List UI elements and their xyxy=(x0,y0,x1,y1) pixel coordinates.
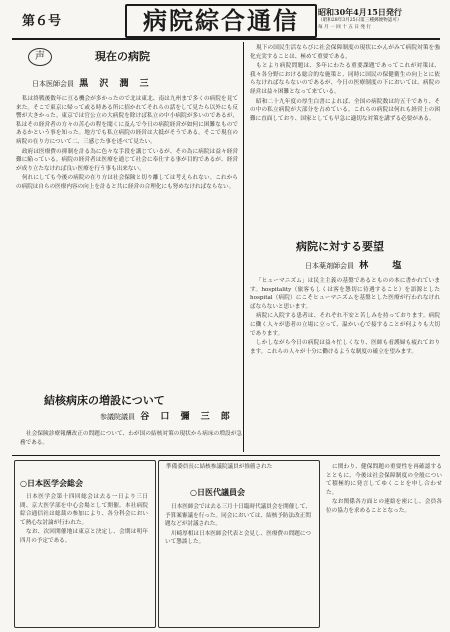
jma-delegates-heading: ○日医代議員会 xyxy=(190,487,245,497)
paragraph: なお関係各方面との連絡を密にし、会員各位の協力を求めることとなった。 xyxy=(326,499,442,514)
center-lead: 準備委員長に結核参議院議員が推薦された xyxy=(166,464,273,470)
paragraph: 社会保険診療報酬改正の問題について、わが国の結核対策の現状から病床の増設が急務である。 xyxy=(20,431,242,446)
paragraph: に関わり、健保問題の重要性を再確認するとともに、今後は社会保障制度の全般について積極的に発言してゆくことを申し合わせた。 xyxy=(326,464,442,496)
column-divider xyxy=(243,42,244,452)
paragraph: 「ヒューマニズム」は民主主義の基盤であるとものの本に書かれています。hospitality（旅客もしくは客を懇切に待遇すること）を語源とした hospital（病院）にこそヒューマニズムを基盤とした医療が行われなければならないと思います。 xyxy=(250,278,440,310)
article1-body xyxy=(16,95,238,385)
paragraph: なお、次回開催地は東京と決定し、会期は明年四月の予定である。 xyxy=(20,529,148,544)
issue-number: 第６号 xyxy=(22,14,62,29)
article1-title: 現在の病院 xyxy=(95,50,150,63)
paragraph: 政府は医療費の抑制を計る為に色々な手段を講じているが、その為に病院は益々経営難に陥っている。病院の経営者は医療を通じて社会に奉仕する事が目的であるが、経営が成り立たなければ良い医療を行う事も出来ない。 xyxy=(16,148,238,172)
bottom-right-body xyxy=(326,463,442,623)
article3-title: 結核病床の増設について xyxy=(44,394,165,407)
paragraph: 日本医学会第十四回総会は去る一日より三日間、京大医学部を中心会場として開催。本社病院綜合通信社は総裁の参加により、各分科会において熱心な討論が行われた。 xyxy=(20,494,148,526)
paragraph: 日本医師会では去る三月十日臨時代議員会を開催して、予算案審議を行った。同会においては、結核予防法改正問題などが討議された。 xyxy=(165,504,311,528)
column2-body xyxy=(250,44,440,232)
voice-label: 声 xyxy=(28,48,52,66)
paragraph: 病院に入院する患者は、それぞれ不安と苦しみを持っております。病院に働く人々が患者の立場に立って、温かい心で接することが何よりも大切であります。 xyxy=(250,313,440,337)
medical-congress-heading: ○日本医学会総会 xyxy=(20,478,83,488)
article1-author: 黒 沢 潤 三 xyxy=(79,79,153,89)
pubinfo-line: 毎 月 一 回 十 五 日 発 行 xyxy=(318,25,372,30)
article2-body xyxy=(250,277,440,455)
publication-info xyxy=(318,7,443,31)
paragraph: もとより病院問題は、多年にわたる重要課題であってこれが対策は、我々各分野における総合的な施策と、同時に国民の保健衛生の向上とに依らなければならないのであるが、今日の医療制度の下においては、病院の経営は益々困難となって来ている。 xyxy=(250,63,440,95)
article2-title: 病院に対する要望 xyxy=(296,240,384,253)
article1-affiliation: 日本医師会員 xyxy=(32,80,74,88)
article2-byline xyxy=(305,258,405,271)
bottom-rule xyxy=(12,455,440,456)
paragraph: しかしながら今日の病院は益々忙しくなり、医師も看護婦も疲れております。これらの人々が十分に働けるような制度の確立を望みます。 xyxy=(250,340,440,355)
paragraph: 川崎厚相は日本医師会代表と会見し、医療費の問題について懇談した。 xyxy=(165,530,311,546)
article3-author: 谷 口 彌 三 郎 xyxy=(140,412,234,422)
article3-byline xyxy=(100,409,234,422)
header-rule xyxy=(12,38,440,40)
article1-byline xyxy=(32,76,153,89)
paragraph: 現下の国民生活ならびに社会保障制度の現状にかんがみて病院対策を強化充実することは、極めて重要である。 xyxy=(250,45,440,60)
bottom-center-lead xyxy=(166,463,312,473)
masthead-title: 病院綜合通信 xyxy=(125,4,317,38)
article2-affiliation: 日本薬剤師会員 xyxy=(305,262,354,270)
paragraph: 私は終戦後数年に亘る機会が多かったので北は東北、南は九州まで多くの病院を見て来た。そこで東京に帰って或る時ある所に招かれてそれらの話をして見たら以外にも反響が大きかった。東京では官公立の大病院を除けば私立の中小病院が多いのであるが、私はその経営者の方々の苦心の程を聞くに及んで今日の病院経営が如何に困難なものであるかという事を知った。地方でも私立病院の経営は大抵がそうである。そこで現在の病院の在り方について二、三感じた事を述べて見たい。 xyxy=(16,96,238,145)
bottom-left-body xyxy=(20,493,148,621)
paragraph: 昭和二十九年度の厚生白書によれば、全国の病院数は約五千であり、その中の私立病院が大部分を占めている。これらの病院は何れも経営上の困難に直面しており、国家としても早急に適切な対策を講ずる必要がある。 xyxy=(250,98,440,122)
article3-affiliation: 参議院議員 xyxy=(100,413,135,421)
paragraph: 何れにしても今後の病院の在り方は社会保険と切り離しては考えられない。これからの病院は自らの医療内容の向上を計ると共に経営の合理化にも努めなければならない。 xyxy=(16,175,238,190)
article2-author: 林 塩 xyxy=(359,261,406,271)
publication-date: 昭和30年4月15日発行 xyxy=(318,7,402,17)
article3-body xyxy=(20,430,242,448)
pubinfo-line: （昭和28年3月25日第三種郵便物認可） xyxy=(318,18,402,23)
bottom-center-body xyxy=(165,503,311,621)
